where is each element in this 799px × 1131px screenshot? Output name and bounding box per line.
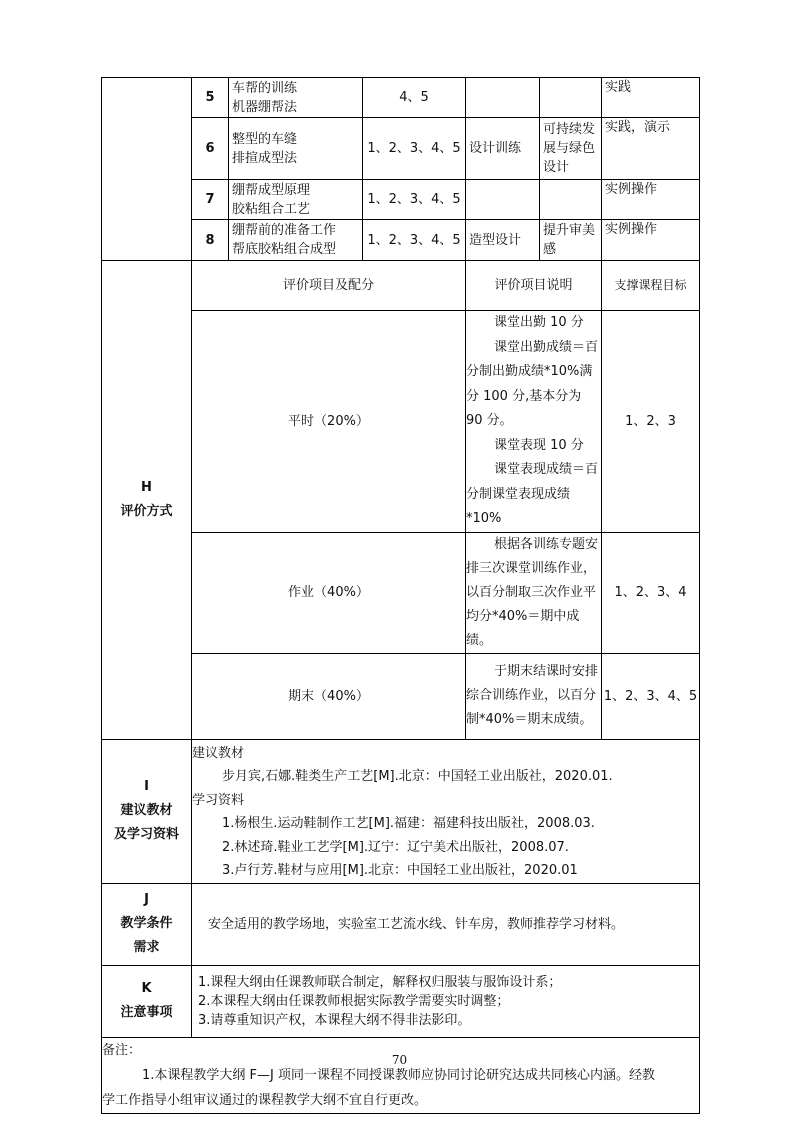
textbook-content bbox=[192, 739, 700, 883]
supported-goals: 1、2、3、4、5 bbox=[363, 220, 466, 261]
topic-name: 绷帮成型原理 胶粘组合工艺 bbox=[229, 180, 363, 220]
textbook-heading: 建议教材 bbox=[192, 745, 245, 761]
assessment-description: 于期末结课时安排综合训练作业，以百分制*40%＝期末成绩。 bbox=[466, 653, 602, 739]
assessment-description: 课堂出勤 10 分 课堂出勤成绩＝百分制出勤成绩*10%满分 100 分,基本分为 90 分。 课堂表现 10 分 课堂表现成绩＝百分制课堂表现成绩*10% bbox=[466, 311, 602, 533]
ideological-element bbox=[466, 180, 540, 220]
course-row bbox=[102, 78, 700, 118]
section-h-label: H 评价方式 bbox=[102, 261, 192, 740]
value-target bbox=[540, 180, 602, 220]
topic-name: 绷帮前的准备工作 帮底胶粘组合成型 bbox=[229, 220, 363, 261]
conditions-row bbox=[102, 883, 700, 965]
remarks-line: 1.本课程教学大纲 F—J 项同一课程不同授课教师应协同讨论研究达成共同核心内涵。经教 bbox=[142, 1067, 655, 1083]
course-syllabus-table bbox=[101, 77, 700, 1114]
row-number: 6 bbox=[192, 118, 229, 180]
notes-content bbox=[192, 965, 700, 1037]
assessment-item: 平时（20%） bbox=[192, 311, 466, 533]
teaching-method: 实践 bbox=[602, 78, 700, 118]
remarks-row bbox=[102, 1037, 700, 1113]
material-entry: 2.林述琦.鞋业工艺学[M].辽宁：辽宁美术出版社，2008.07. bbox=[222, 839, 569, 855]
ideological-element: 设计训练 bbox=[466, 118, 540, 180]
material-entry: 3.卢行芳.鞋材与应用[M].北京：中国轻工业出版社，2020.01 bbox=[222, 863, 578, 878]
assessment-description: 根据各训练专题安排三次课堂训练作业，以百分制取三次作业平均分*40%＝期中成绩。 bbox=[466, 532, 602, 653]
course-row bbox=[102, 118, 700, 180]
section-i-label: I 建议教材 及学习资料 bbox=[102, 739, 192, 883]
section-cell-empty bbox=[102, 78, 192, 261]
notes-row bbox=[102, 965, 700, 1037]
textbook-row bbox=[102, 739, 700, 883]
teaching-method: 实例操作 bbox=[602, 180, 700, 220]
supported-goals: 1、2、3、4、5 bbox=[363, 118, 466, 180]
topic-name: 车帮的训练 机器绷帮法 bbox=[229, 78, 363, 118]
ideological-element bbox=[466, 78, 540, 118]
remarks-content bbox=[102, 1037, 700, 1113]
section-k-label: K 注意事项 bbox=[102, 965, 192, 1037]
assessment-row bbox=[102, 653, 700, 739]
page-number: 70 bbox=[391, 1053, 408, 1067]
row-number: 7 bbox=[192, 180, 229, 220]
assessment-goals: 1、2、3 bbox=[602, 311, 700, 533]
assessment-row bbox=[102, 311, 700, 533]
assessment-item: 作业（40%） bbox=[192, 532, 466, 653]
teaching-method: 实践，演示 bbox=[602, 118, 700, 180]
value-target: 提升审美感 bbox=[540, 220, 602, 261]
assessment-goals: 1、2、3、4、5 bbox=[602, 653, 700, 739]
supported-goals: 1、2、3、4、5 bbox=[363, 180, 466, 220]
row-number: 5 bbox=[192, 78, 229, 118]
assessment-header-row bbox=[102, 261, 700, 311]
value-target bbox=[540, 78, 602, 118]
teaching-method: 实例操作 bbox=[602, 220, 700, 261]
header-assessment-item: 评价项目及配分 bbox=[192, 261, 466, 311]
note-item: 1.课程大纲由任课教师联合制定，解释权归服装与服饰设计系； bbox=[198, 974, 562, 990]
conditions-content: 安全适用的教学场地，实验室工艺流水线、针车房，教师推荐学习材料。 bbox=[192, 883, 700, 965]
note-item: 2.本课程大纲由任课教师根据实际教学需要实时调整； bbox=[198, 993, 510, 1009]
remarks-line: 学工作指导小组审议通过的课程教学大纲不宜自行更改。 bbox=[102, 1092, 428, 1108]
material-entry: 1.杨根生.运动鞋制作工艺[M].福建：福建科技出版社，2008.03. bbox=[222, 816, 595, 831]
topic-name: 整型的车缝 排揎成型法 bbox=[229, 118, 363, 180]
ideological-element: 造型设计 bbox=[466, 220, 540, 261]
section-j-label: J 教学条件 需求 bbox=[102, 883, 192, 965]
course-row bbox=[102, 180, 700, 220]
textbook-entry: 步月宾,石娜.鞋类生产工艺[M].北京：中国轻工业出版社，2020.01. bbox=[222, 769, 613, 784]
row-number: 8 bbox=[192, 220, 229, 261]
supported-goals: 4、5 bbox=[363, 78, 466, 118]
remarks-heading: 备注： bbox=[102, 1042, 142, 1058]
header-assessment-description: 评价项目说明 bbox=[466, 261, 602, 311]
course-row bbox=[102, 220, 700, 261]
value-target: 可持续发展与绿色设计 bbox=[540, 118, 602, 180]
note-item: 3.请尊重知识产权，本课程大纲不得非法影印。 bbox=[198, 1012, 471, 1028]
header-supported-goals: 支撑课程目标 bbox=[602, 261, 700, 311]
assessment-row bbox=[102, 532, 700, 653]
assessment-goals: 1、2、3、4 bbox=[602, 532, 700, 653]
materials-heading: 学习资料 bbox=[192, 792, 245, 808]
assessment-item: 期末（40%） bbox=[192, 653, 466, 739]
